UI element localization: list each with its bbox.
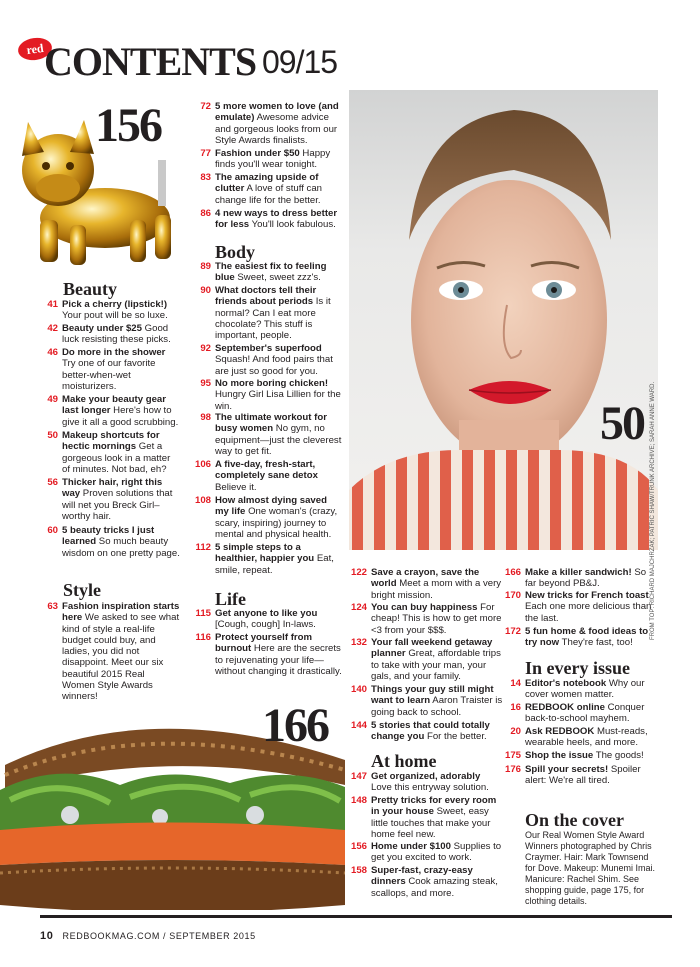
toc-page-number: 124 [350,602,367,613]
toc-headline: Spill your secrets! [525,764,609,775]
toc-headline: Make your beauty gear last longer [62,394,166,417]
toc-description: Must-reads, wearable heels, and more. [525,726,648,749]
toc-entry [504,626,657,649]
toc-page-number: 172 [504,626,521,637]
toc-description: For cheap! This is how to get more <3 from your $$$. [371,602,502,636]
toc-page-number: 115 [195,608,211,619]
section-body: Body [215,242,256,262]
toc-page-number: 46 [47,347,58,358]
toc-entry [350,567,503,601]
toc-description: So far beyond PB&J. [525,567,647,590]
toc-headline: Super-fast, crazy-easy dinners [371,865,473,888]
toc-entry [200,412,343,457]
toc-page-number: 140 [350,684,367,695]
toc-description: No gym, no equipment—just the cleverest way to get fit. [215,423,342,457]
page-number-50: 50 [600,397,644,450]
toc-headline: 5 fun home & food ideas to try now [525,626,649,649]
toc-page-number: 175 [504,750,521,761]
toc-page-number: 148 [350,795,367,806]
toc-description: So much beauty wisdom on one pretty page. [62,536,180,559]
toc-headline: How almost dying saved my life [215,495,327,518]
toc-entry [350,637,503,682]
toc-headline: Shop the issue [525,750,594,761]
toc-headline: Get anyone to like you [215,608,318,619]
toc-entry [350,841,503,864]
toc-page-number: 63 [47,601,58,612]
toc-headline: Pick a cherry (lipstick!) [62,299,168,310]
toc-description: One woman's (crazy, scary, inspiring) journey to mental and physical health. [215,506,338,540]
toc-entry [200,101,343,146]
hero-portrait [349,90,658,550]
toc-page-number: 14 [510,678,521,689]
toc-headline: A five-day, fresh-start, completely sane detox [215,459,318,482]
toc-description: For the better. [424,731,487,743]
toc-description: Your pout will be so luxe. [62,310,168,322]
toc-headline: 5 more women to love (and emulate) [215,101,339,124]
section-life: Life [215,589,246,609]
toc-headline: September's superfood [215,343,322,354]
toc-headline: Beauty under $25 [62,323,142,334]
toc-entry [200,172,343,206]
toc-headline: Thicker hair, right this way [62,477,163,500]
toc-description: We asked to see what kind of style a real-life budget could buy, and ladies, you did not disappoint. Meet our six beautiful 2015 Real Women Style Awards winners! [62,612,180,703]
toc-entry [510,702,657,725]
toc-description: Great, affordable trips to take with your man, your gals, and your family. [371,648,501,682]
toc-headline: Editor's notebook [525,678,607,689]
toc-description: Get a gorgeous look in a matter of minutes. Not bad, eh? [62,441,171,475]
toc-description: Spoiler alert: We're all tired. [525,764,641,787]
toc-page-number: 60 [47,525,58,536]
toc-entry [350,720,503,743]
section-on-the-cover: On the cover [525,810,624,830]
toc-headline: New tricks for French toast [525,590,649,601]
footer-rule [40,915,672,918]
toc-entry [47,601,180,703]
toc-entry [504,764,657,787]
toc-description: Happy finds you'll wear tonight. [215,148,331,171]
toc-entry [504,567,657,590]
toc-headline: The amazing upside of clutter [215,172,319,195]
toc-headline: Get organized, adorably [371,771,481,782]
section-in-every-issue: In every issue [525,658,630,678]
toc-description: Conquer back-to-school mayhem. [525,702,645,725]
toc-headline: The ultimate workout for busy women [215,412,327,435]
toc-entry [47,347,180,392]
toc-page-number: 166 [504,567,521,578]
toc-description: Is it normal? Can I eat more chocolate? This stuff is important, people. [215,296,331,342]
toc-page-number: 95 [200,378,211,389]
toc-headline: Things your guy still might want to learn [371,684,494,707]
toc-page-number: 147 [350,771,367,782]
footer [40,930,256,942]
toc-headline: You can buy happiness [371,602,478,613]
page-number-156: 156 [95,99,161,152]
toc-page-number: 158 [350,865,367,876]
toc-description: The goods! [593,750,644,761]
toc-page-number: 122 [350,567,367,578]
toc-headline: Save a crayon, save the world [371,567,480,590]
toc-description: Each one more delicious than the last. [525,601,652,624]
toc-entry [195,542,343,576]
toc-page-number: 176 [504,764,521,775]
toc-headline: Protect yourself from burnout [215,632,313,655]
footer-page-number: 10 [40,930,54,942]
toc-entry [510,678,657,701]
toc-page-number: 50 [47,430,58,441]
toc-description: Eat, smile, repeat. [215,553,334,576]
toc-page-number: 86 [200,208,211,219]
toc-headline: Do more in the shower [62,347,166,358]
toc-page-number: 170 [504,590,521,601]
page-title: CONTENTS [44,39,257,84]
toc-headline: 5 stories that could totally change you [371,720,490,743]
toc-description: Cook amazing steak, scallops, and more. [371,876,498,899]
toc-description: Here are the secrets to rejuvenating your life—without changing it drastically. [215,643,342,677]
red-logo: red [17,36,54,63]
cover-credits: Our Real Women Style Award Winners photographed by Chris Craymer. Hair: Mark Townsend for Dove. Makeup: Munemi Imai. Manicure: Rachel Shim. See shopping guide, page 175, for clothing details. [525,830,656,906]
issue-date: 09/15 [262,44,338,80]
toc-description: Proven solutions that will net you Breck Girl–worthy hair. [62,488,173,522]
toc-page-number: 132 [350,637,367,648]
toc-entry [47,323,180,346]
toc-entry [504,590,657,624]
toc-entry [195,632,343,677]
toc-page-number: 42 [47,323,58,334]
toc-entry [504,750,657,761]
toc-page-number: 72 [200,101,211,112]
toc-entry [194,495,343,540]
toc-entry [47,394,180,428]
toc-entry [350,684,503,718]
toc-entry [350,602,503,636]
toc-entry [350,865,503,899]
toc-description: Believe it. [215,481,257,493]
toc-headline: REDBOOK online [525,702,605,713]
toc-description: Awesome advice and gorgeous looks from our Style Awards finalists. [215,112,338,146]
toc-page-number: 56 [47,477,58,488]
toc-page-number: 77 [200,148,211,159]
toc-page-number: 98 [200,412,211,423]
toc-headline: Fashion inspiration starts here [62,601,180,624]
toc-description: Love this entryway solution. [371,782,489,794]
toc-page-number: 16 [510,702,521,713]
toc-headline: What doctors tell their friends about periods [215,285,317,308]
toc-entry [200,208,343,231]
toc-entry [200,261,343,284]
toc-entry [510,726,657,749]
toc-description: Supplies to get you excited to work. [371,841,502,864]
toc-description: Meet a mom with a very bright mission. [371,578,502,601]
toc-description: Here's how to give it all a good scrubbing. [62,405,179,428]
toc-headline: Ask REDBOOK [525,726,595,737]
toc-headline: Home under $100 [371,841,451,852]
toc-page-number: 83 [200,172,211,183]
toc-description: Sweet, easy little touches that make your home feel new. [371,806,491,840]
toc-description: Squash! And food pairs that are just so good for you. [215,354,333,377]
footer-site: REDBOOKMAG.COM / SEPTEMBER 2015 [62,931,256,941]
toc-headline: Pretty tricks for every room in your house [371,795,497,818]
toc-description: Try one of our favorite better-when-wet moisturizers. [62,358,156,392]
toc-description: [Cough, cough] In-laws. [215,619,316,631]
toc-entry [350,771,503,794]
toc-description: Good luck resisting these picks. [62,323,171,346]
toc-description: Sweet, sweet zzz's. [234,272,321,284]
toc-headline: No more boring chicken! [215,378,329,389]
toc-page-number: 108 [194,495,211,506]
toc-entry [200,343,343,377]
toc-page-number: 116 [195,632,211,643]
toc-description: Hungry Girl Lisa Lillien for the win. [215,389,341,412]
toc-page-number: 89 [200,261,211,272]
toc-entry [195,608,343,631]
toc-description: They're fast, too! [559,637,633,649]
page-number-166: 166 [262,699,328,752]
toc-page-number: 92 [200,343,211,354]
toc-page-number: 144 [350,720,367,731]
toc-headline: Make a killer sandwich! [525,567,632,578]
toc-page-number: 156 [350,841,367,852]
toc-headline: 5 beauty tricks I just learned [62,525,155,548]
toc-entry [194,459,343,493]
toc-headline: 4 new ways to dress better for less [215,208,338,231]
toc-headline: 5 simple steps to a healthier, happier you [215,542,315,565]
toc-entry [200,148,343,171]
toc-page-number: 112 [195,542,211,553]
toc-description: You'll look fabulous. [249,219,336,231]
toc-page-number: 41 [47,299,58,310]
toc-entry [47,525,180,559]
toc-page-number: 49 [47,394,58,405]
photo-credit: FROM TOP: RICHARD MAJCHRZAK; PATRIC SHAW/TRUNK ARCHIVE; SARAH ANNE WARD. [650,381,656,640]
toc-page-number: 90 [200,285,211,296]
toc-entry [47,430,180,475]
toc-headline: The easiest fix to feeling blue [215,261,327,284]
toc-headline: Your fall weekend getaway planner [371,637,493,660]
toc-headline: Fashion under $50 [215,148,300,159]
toc-entry [47,477,180,522]
section-beauty: Beauty [63,279,117,299]
toc-entry [200,378,343,412]
toc-headline: Makeup shortcuts for hectic mornings [62,430,160,453]
section-at-home: At home [371,751,437,771]
toc-description: A love of stuff can change life for the better. [215,183,323,206]
toc-page-number: 106 [194,459,211,470]
toc-entry [350,795,503,840]
toc-description: Why our cover women matter. [525,678,645,701]
toc-page-number: 20 [510,726,521,737]
section-style: Style [63,580,101,600]
toc-entry [47,299,180,322]
toc-entry [200,285,343,342]
toc-description: Aaron Traister is going back to school. [371,695,503,718]
